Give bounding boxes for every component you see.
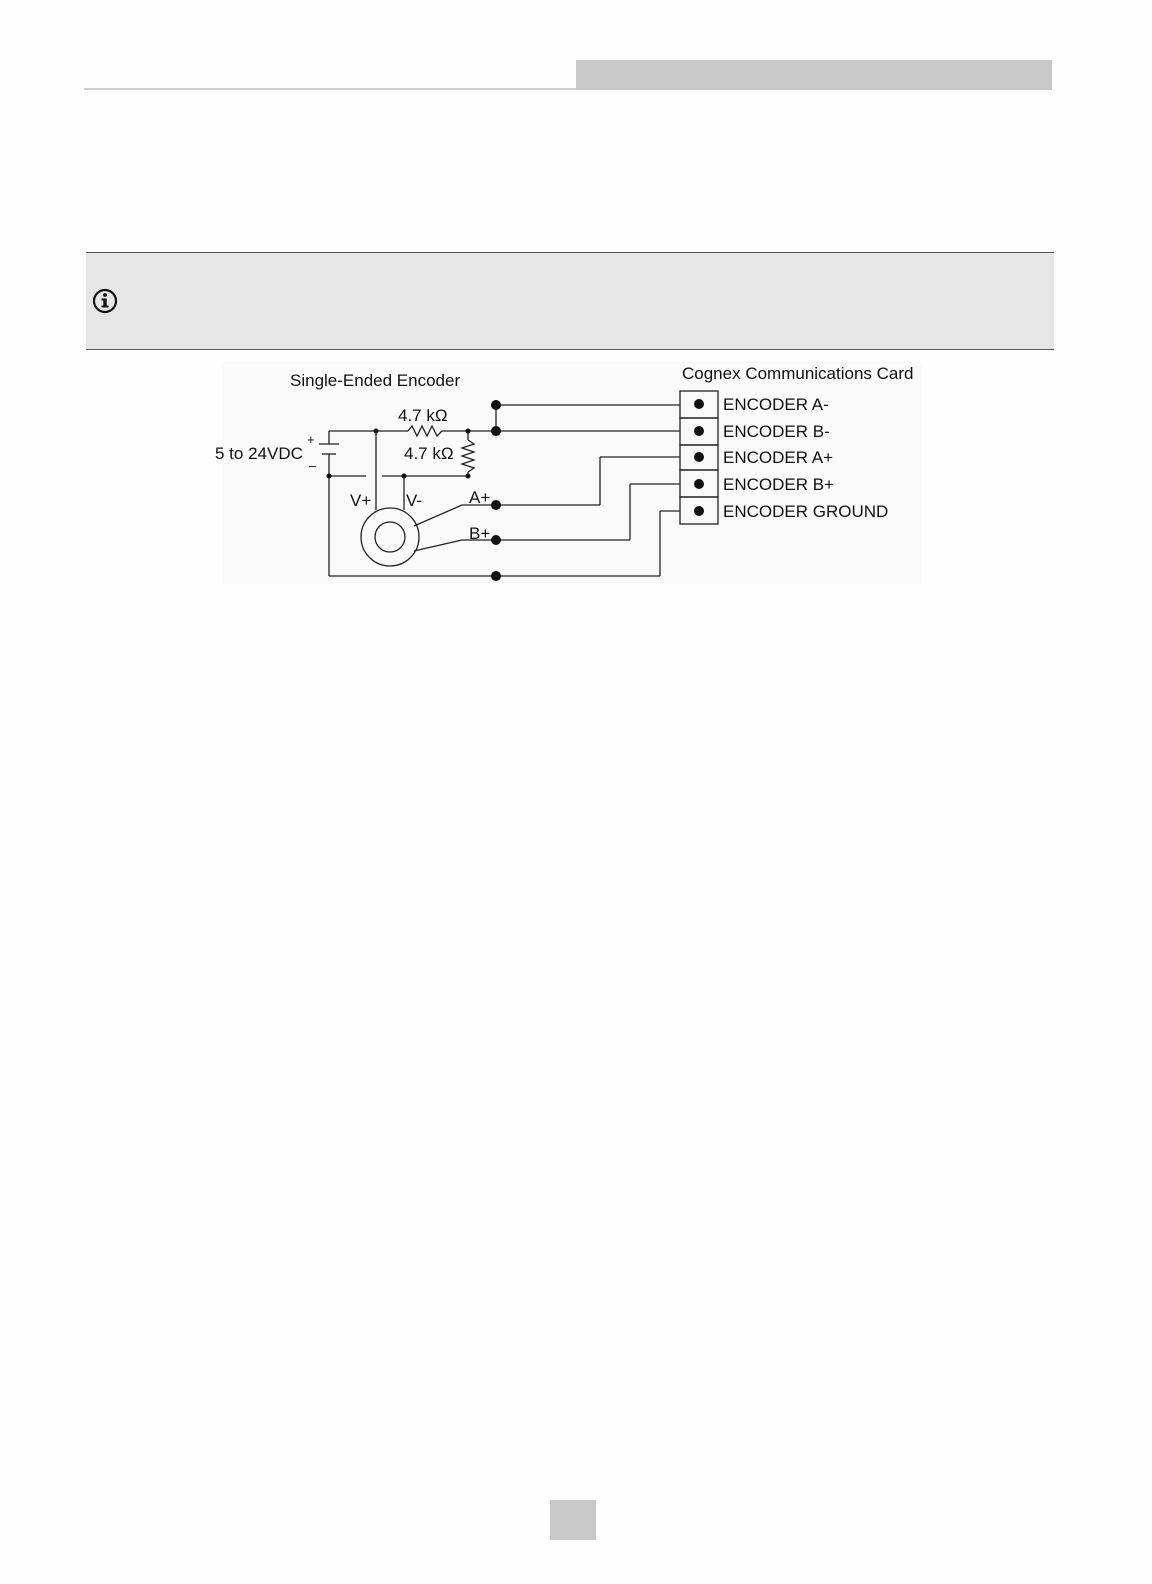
vminus-label: V- [406,491,423,510]
supply-minus-sign: – [309,458,317,473]
encoder-title: Single-Ended Encoder [290,371,461,390]
terminal-label: ENCODER GROUND [723,502,889,521]
aplus-label: A+ [469,488,491,507]
terminal-label: ENCODER B+ [723,475,834,494]
supply-plus-sign: + [307,432,315,447]
vplus-label: V+ [350,491,372,510]
terminal-label: ENCODER A- [723,395,829,414]
terminal-label: ENCODER A+ [723,448,834,467]
resistor-1-label: 4.7 kΩ [398,406,448,425]
terminal-label: ENCODER B- [723,422,830,441]
supply-voltage-label: 5 to 24VDC [215,444,303,463]
bplus-label: B+ [469,524,491,543]
resistor-2-label: 4.7 kΩ [404,444,454,463]
page-number-box [550,1500,596,1540]
card-title: Cognex Communications Card [682,364,914,383]
